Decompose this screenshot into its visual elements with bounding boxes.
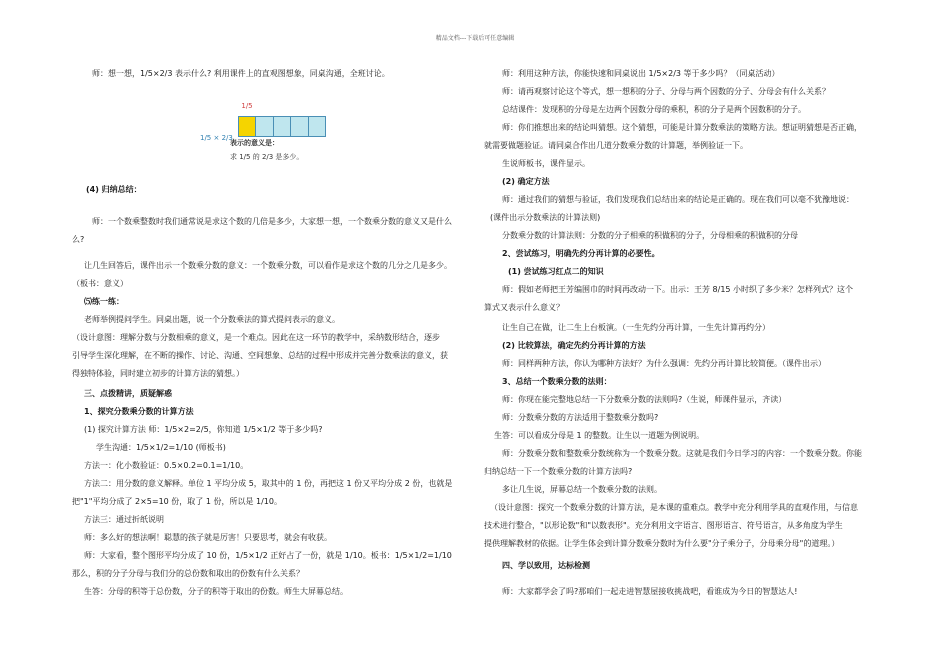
- text-line: 总结课件：发现积的分母是左边两个因数分母的乘积，积的分子是两个因数积的分子。: [502, 105, 806, 114]
- text-line: 分数乘分数的计算法则：分数的分子相乘的积做积的分子，分母相乘的积做积的分母: [502, 231, 798, 240]
- text-line: 师：分数乘分数和整数乘分数统称为一个数乘分数。这就是我们今日学习的内容：一个数乘分数。你能: [502, 449, 862, 458]
- text-line: 师：你现在能完整地总结一下分数乘分数的法则吗?（生说，师课件显示，齐读）: [502, 395, 787, 404]
- grid-cell: [274, 117, 291, 136]
- text-line: 师：同样两种方法，你认为哪种方法好？为什么强调：先约分再计算比较简便。（课件出示）: [502, 359, 826, 368]
- text-line: (2) 比较算法，确定先约分再计算的方法: [502, 341, 646, 350]
- text-line: 师：想一想，1/5×2/3 表示什么? 利用课件上的直观图想象，同桌沟通，全班讨论。: [92, 69, 390, 78]
- grid-cell: [256, 117, 273, 136]
- figure-expression: 1/5 × 2/3: [200, 134, 233, 142]
- text-line: 技术进行整合，"以形论数"和"以数表形"。充分利用文字语言、图形语言、符号语言，从多角度为学生: [484, 521, 843, 530]
- text-line: （板书：意义）: [72, 279, 128, 288]
- text-line: （设计意图：理解分数与分数相乘的意义，是一个难点。因此在这一环节的教学中，采纳数形结合，逐步: [72, 333, 440, 342]
- text-line: 生答：分母的积等于总份数，分子的积等于取出的份数。师生大屏幕总结。: [84, 587, 348, 596]
- text-line: （设计意图：探究一个数乘分数的计算方法，是本课的重难点。教学中充分利用学具的直观作用，与信息: [490, 503, 858, 512]
- text-line: 师：请再观察讨论这个等式，想一想积的分子、分母与两个因数的分子、分母会有什么关系？: [502, 87, 830, 96]
- text-line: 老师举例提问学生。同桌出题，说一个分数乘法的算式提问表示的意义。: [84, 315, 340, 324]
- text-line: 把"1"平均分成了 2×5=10 份，取了 1 份，所以是 1/10。: [72, 497, 282, 506]
- text-line: 3、总结一个数乘分数的法则：: [502, 377, 612, 386]
- text-line: 师：你们推想出来的结论叫猜想。这个猜想，可能是计算分数乘法的策略方法。想证明猜想是否正确，: [502, 123, 862, 132]
- text-line: 得独特体验，同时建立初步的计算方法的猜想。）: [72, 369, 244, 378]
- text-line: 方法三：通过折纸说明: [84, 515, 164, 524]
- grid-cell-shaded: [239, 117, 256, 136]
- text-line: (4) 归纳总结：: [86, 185, 142, 194]
- text-line: 方法二：用分数的意义解释。单位 1 平均分成 5，取其中的 1 份，再把这 1 份又平均分成 2 份，也就是: [84, 479, 453, 488]
- text-line: (课件出示分数乘法的计算法则): [490, 213, 601, 222]
- text-line: 1、探究分数乘分数的计算方法: [84, 407, 194, 416]
- text-line: 引导学生深化理解，在不断的操作、讨论、沟通、空间想象、总结的过程中形成并完善分数乘法的意义，获: [72, 351, 448, 360]
- text-line: 么?: [72, 235, 85, 244]
- text-line: 让几生回答后，课件出示一个数乘分数的意义：一个数乘分数，可以看作是求这个数的几分之几是多少。: [84, 261, 452, 270]
- text-line: 那么，积的分子分母与我们分的总份数和取出的份数有什么关系？: [72, 569, 304, 578]
- text-line: 多让几生说，屏幕总结一个数乘分数的法则。: [502, 485, 662, 494]
- text-line: (1) 尝试练习红点二的知识: [508, 267, 604, 276]
- text-line: 让生自己在做，让二生上台板演。（一生先约分再计算，一生先计算再约分）: [502, 323, 770, 332]
- text-line: ⑸练一练：: [84, 297, 124, 306]
- figure-top-fraction: 1/5: [241, 102, 253, 110]
- text-line: 算式又表示什么意义？: [484, 303, 564, 312]
- text-line: 师：一个数乘整数时我们通常说是求这个数的几倍是多少，大家想一想，一个数乘分数的意义又是什么: [92, 217, 452, 226]
- fraction-figure: [200, 100, 330, 170]
- text-line: 师：假如老师把王芳编围巾的时间再改动一下。出示：王芳 8/15 小时织了多少米？怎样列式？这个: [502, 285, 854, 294]
- text-line: 师：大家都学会了吗?那咱们一起走进智慧屋接收挑战吧，看谁成为今日的智慧达人!: [502, 587, 798, 596]
- figure-caption-body: 求 1/5 的 2/3 是多少。: [230, 153, 304, 161]
- text-line: 方法一：化小数验证：0.5×0.2=0.1=1/10。: [84, 461, 249, 470]
- text-line: 师：通过我们的猜想与验证，我们发现我们总结出来的结论是正确的。现在我们可以毫不犹豫地说：: [502, 195, 854, 204]
- text-line: 生答：可以看成分母是 1 的整数。让生以一道题为例说明。: [494, 431, 705, 440]
- text-line: (2) 确定方法: [502, 177, 550, 186]
- text-line: 师：多么好的想法啊！聪慧的孩子就是厉害！只要思考，就会有收获。: [84, 533, 332, 542]
- text-line: 生说师板书，课件显示。: [502, 159, 590, 168]
- text-line: 归纳总结一下一个数乘分数的计算方法吗?: [484, 467, 633, 476]
- text-line: 四、学以致用，达标检测: [502, 561, 590, 570]
- text-line: (1) 探究计算方法 师：1/5×2=2/5，你知道 1/5×1/2 等于多少吗?: [84, 425, 323, 434]
- text-line: 师：大家看，整个图形平均分成了 10 份，1/5×1/2 正好占了一份，就是 1/10。板书：1/5×1/2=1/10: [84, 551, 452, 560]
- page-header: 精品文档---下载后可任意编辑: [435, 35, 515, 42]
- text-line: 提供理解教材的依据。让学生体会到计算分数乘分数时为什么要"分子乘分子，分母乘分母"的道理。）: [484, 539, 840, 548]
- figure-caption-title: 表示的意义是：: [230, 139, 279, 147]
- grid-cell: [309, 117, 325, 136]
- fraction-grid: [238, 116, 326, 137]
- text-line: 就需要做题验证。请同桌合作出几道分数乘分数的计算题，举例验证一下。: [484, 141, 748, 150]
- text-line: 师：利用这种方法，你能快速和同桌说出 1/5×2/3 等于多少吗？（同桌活动）: [502, 69, 780, 78]
- text-line: 2、尝试练习，明确先约分再计算的必要性。: [502, 249, 660, 258]
- grid-cell: [291, 117, 308, 136]
- text-line: 师：分数乘分数的方法适用于整数乘分数吗?: [502, 413, 659, 422]
- text-line: 三、点拨精讲，质疑解惑: [84, 389, 172, 398]
- text-line: 学生沟通：1/5×1/2=1/10 (师板书): [96, 443, 226, 452]
